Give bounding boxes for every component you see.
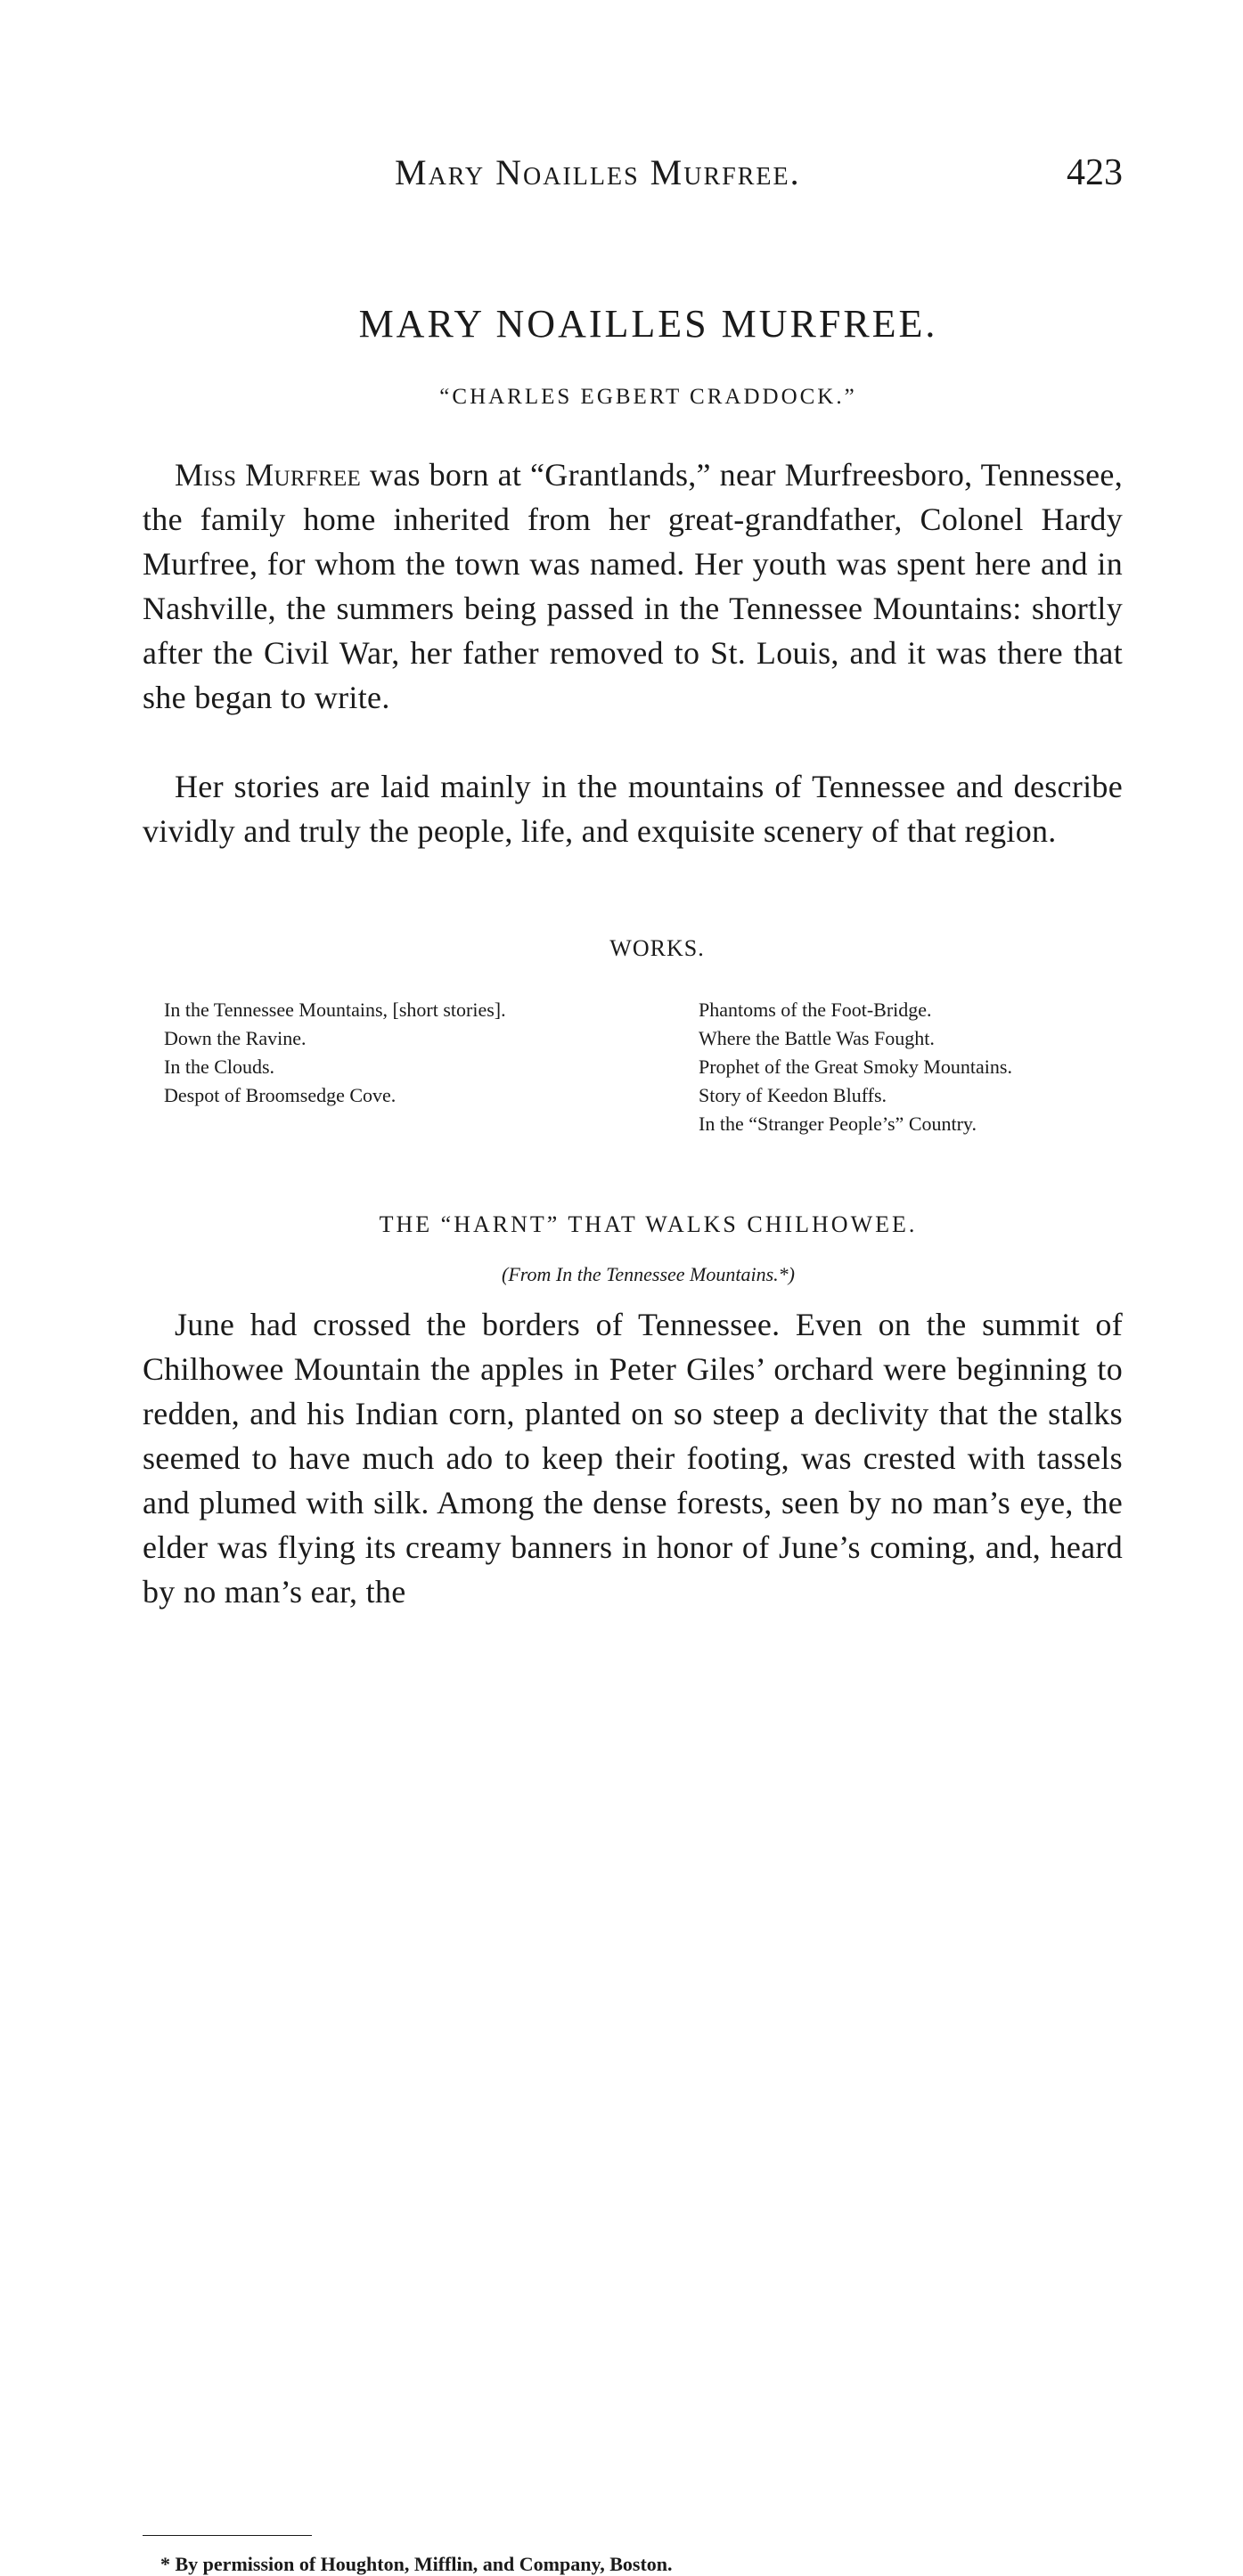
bio-lead-name: Miss Murfree xyxy=(175,457,362,493)
chapter-title: MARY NOAILLES MURFREE. xyxy=(358,302,938,346)
excerpt-heading: THE “HARNT” THAT WALKS CHILHOWEE. xyxy=(379,1211,918,1237)
running-head xyxy=(143,151,1123,205)
works-item: Down the Ravine. xyxy=(164,1027,307,1049)
page-number: 423 xyxy=(1067,152,1123,193)
works-heading: WORKS. xyxy=(609,935,705,961)
works-item: Where the Battle Was Fought. xyxy=(699,1027,935,1049)
excerpt-paragraph: June had crossed the borders of Tennessee. Even on the summit of Chilhowee Mountain the apples in Peter Giles’ orchard were beginning to redden, and his Indian corn, planted on so steep a declivity that the stalks seemed to have much ado to keep their footing, was crested with tassels and plumed with silk. Among the dense forests, seen by no man’s eye, the elder was flying its creamy banners in honor of June’s coming, and, heard by no man’s ear, the xyxy=(143,1307,1123,1610)
works-list-right xyxy=(677,996,1141,1138)
works-item: In the “Stranger People’s” Country. xyxy=(699,1113,977,1135)
bio-paragraph-1-text: was born at “Grantlands,” near Murfreesboro, Tennessee, the family home inherited from her great-grandfather, Colonel Hardy Murfree, for whom the town was named. Her youth was spent here and in Nashville, the summers being passed in the Tennessee Mountains: shortly after the Civil War, her father removed to St. Louis, and it was there that she began to write. xyxy=(143,457,1123,715)
excerpt-source: (From In the Tennessee Mountains.*) xyxy=(502,1263,795,1285)
footnote-rule xyxy=(143,2535,312,2536)
works-item: In the Tennessee Mountains, [short stories]. xyxy=(164,999,506,1021)
footnote: * By permission of Houghton, Mifflin, and Company, Boston. xyxy=(160,2553,673,2575)
pen-name-subtitle: “CHARLES EGBERT CRADDOCK.” xyxy=(439,385,857,409)
bio-paragraph-1 xyxy=(143,452,1123,720)
running-title: Mary Noailles Murfree. xyxy=(395,152,801,192)
works-item: In the Clouds. xyxy=(164,1056,275,1078)
bio-paragraph-2: Her stories are laid mainly in the mountains of Tennessee and describe vividly and truly the people, life, and exquisite scenery of that region. xyxy=(143,769,1123,849)
works-item: Prophet of the Great Smoky Mountains. xyxy=(699,1056,1012,1078)
works-item: Story of Keedon Bluffs. xyxy=(699,1084,887,1106)
works-list-left xyxy=(143,996,624,1110)
works-item: Despot of Broomsedge Cove. xyxy=(164,1084,397,1106)
works-item: Phantoms of the Foot-Bridge. xyxy=(699,999,932,1021)
